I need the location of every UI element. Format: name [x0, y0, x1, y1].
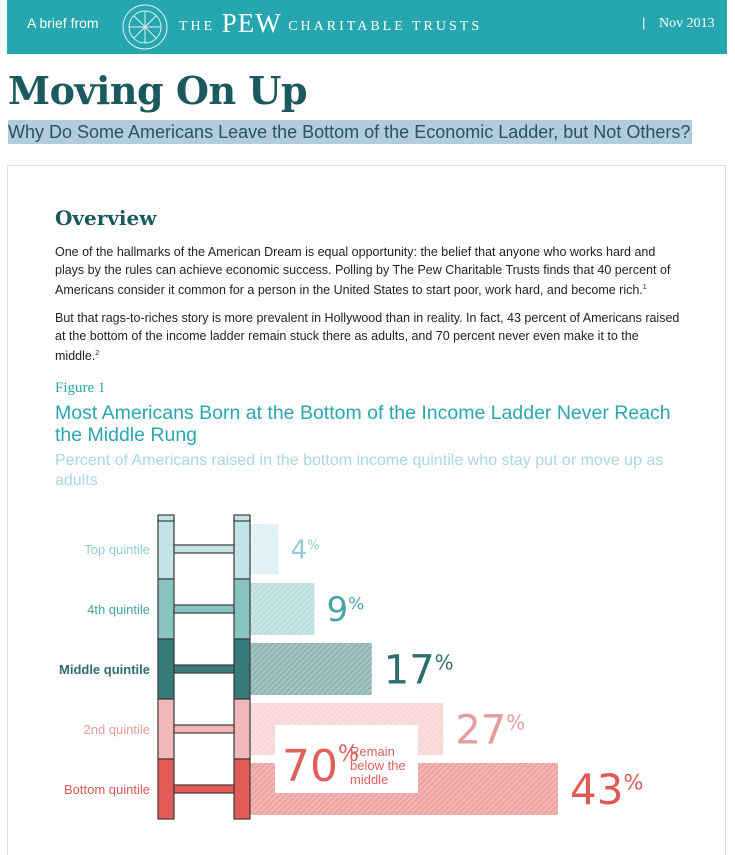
bar-group [250, 583, 314, 635]
ladder-rung [174, 545, 234, 553]
percent-label: 27% [455, 707, 526, 754]
quintile-label: 4th quintile [87, 602, 150, 617]
overview-paragraph-2: But that rags-to-riches story is more prevalent in Hollywood than in reality. In fact, 43 percent of Americans raised at the bottom of the income ladder remain stuck there as adults, and 70 percent never even make it to the middle.$^2$ [55, 311, 680, 364]
quintile-label: Bottom quintile [64, 782, 150, 797]
pew-seal-icon [119, 2, 171, 52]
percent-sign: % [623, 770, 644, 795]
ladder-rail-right [234, 519, 250, 579]
figure-label: Figure 1 [55, 380, 106, 396]
figure-subtitle: Percent of Americans raised in the bottom income quintile who stay put or move up as adults [55, 452, 664, 489]
overview-heading: Overview [55, 206, 157, 230]
page-title: Moving On Up [8, 68, 308, 113]
percent-sign: % [434, 650, 454, 675]
bar-hatch [250, 643, 372, 695]
ladder-rail-left [158, 519, 174, 579]
percent-label: 9% [326, 590, 365, 631]
quintile-label: 2nd quintile [83, 722, 150, 737]
ladder-rung [174, 665, 234, 673]
page-subtitle: Why Do Some Americans Leave the Bottom of the Economic Ladder, but Not Others? [8, 122, 691, 142]
percent-label: 4% [290, 535, 320, 566]
overview-paragraph-1: One of the hallmarks of the American Dream is equal opportunity: the belief that anyone who works hard and plays by the rules can achieve economic success. Polling by The Pew Charitable Trusts finds that 40 percent of Americans consider it common for a person in the United States to start poor, work hard, and become rich.$^1$ [55, 245, 671, 298]
brief-label: A brief from [27, 15, 99, 31]
percent-sign: % [307, 538, 320, 554]
ladder-rung [174, 605, 234, 613]
percent-label: 43% [570, 765, 644, 815]
ladder-rail-left [158, 699, 174, 759]
header-banner [7, 0, 727, 54]
ladder-rail-right [234, 699, 250, 759]
footnote-ref-2[interactable]: 2 [95, 350, 100, 357]
ladder-rail-top-right [234, 515, 250, 521]
percent-sign: % [348, 594, 365, 615]
callout-percent-sign: % [338, 742, 359, 767]
quintile-label: Middle quintile [59, 662, 150, 677]
quintile-label: Top quintile [84, 542, 150, 557]
bar-hatch [250, 524, 279, 574]
percent-sign: % [506, 710, 526, 735]
ladder-rail-right [234, 639, 250, 699]
ladder-rail-right [234, 759, 250, 819]
bar-hatch [250, 583, 314, 635]
figure-title: Most Americans Born at the Bottom of the Income Ladder Never Reach the Middle Rung [55, 402, 671, 446]
ladder-rail-left [158, 579, 174, 639]
bar-group [250, 643, 372, 695]
ladder-bar-chart [0, 500, 735, 841]
footnote-ref-1[interactable]: 1 [642, 284, 647, 291]
date-separator: | [642, 15, 646, 30]
publication-date: Nov 2013 [659, 16, 715, 31]
org-name: THE PEW CHARITABLE TRUSTS [179, 8, 483, 38]
callout-text-line: Remain [350, 744, 395, 759]
callout-text-line: middle [350, 772, 389, 787]
ladder-rail-left [158, 759, 174, 819]
callout-text-line: below the [350, 758, 406, 773]
ladder-rail-top-left [158, 515, 174, 521]
ladder-rail-right [234, 579, 250, 639]
ladder-rail-left [158, 639, 174, 699]
ladder-rung [174, 725, 234, 733]
percent-label: 17% [383, 647, 454, 694]
callout-value: 70% [282, 741, 359, 792]
bar-group [250, 524, 279, 574]
ladder-rung [174, 785, 234, 793]
